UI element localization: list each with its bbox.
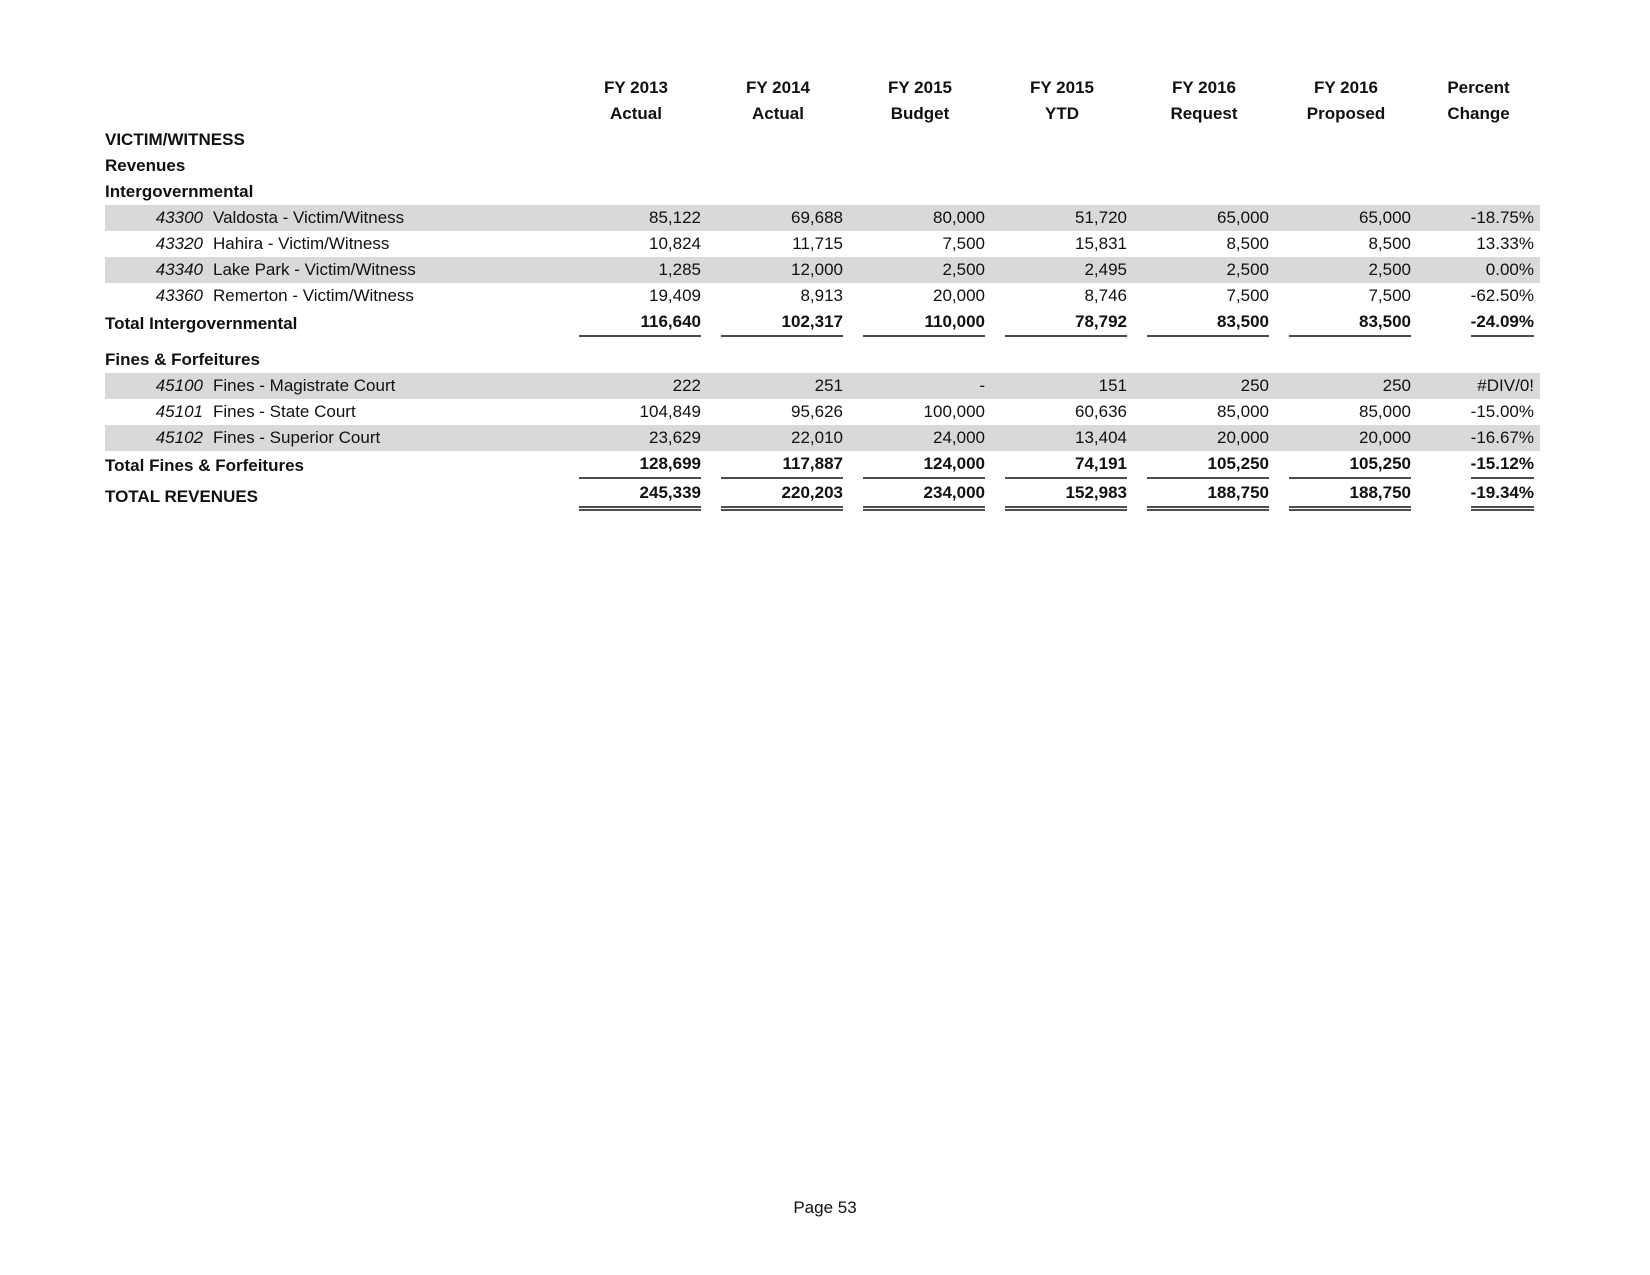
header-type: Budget bbox=[890, 104, 950, 123]
header-type: Change bbox=[1447, 104, 1510, 123]
account-description: Lake Park - Victim/Witness bbox=[213, 260, 416, 279]
account-number: 43300 bbox=[155, 208, 203, 227]
account-number: 43360 bbox=[155, 286, 203, 305]
column-header-fy2014-actual bbox=[707, 75, 849, 127]
value-fy2015-ytd: 2,495 bbox=[991, 257, 1133, 283]
value-fy2015-ytd: 8,746 bbox=[1084, 286, 1127, 305]
total-fy2015-ytd: 74,191 bbox=[991, 451, 1133, 481]
value-fy2016-request: 65,000 bbox=[1133, 205, 1275, 231]
value-fy2015-budget: 24,000 bbox=[849, 425, 991, 451]
value-fy2014-actual: 12,000 bbox=[707, 257, 849, 283]
account-number: 43340 bbox=[155, 260, 203, 279]
grand-total-fy2016-request: 188,750 bbox=[1133, 481, 1275, 513]
value-fy2015-ytd: 13,404 bbox=[991, 425, 1133, 451]
value-fy2016-request: 85,000 bbox=[1217, 402, 1269, 421]
value-fy2013-actual: 1,285 bbox=[565, 257, 707, 283]
value-fy2016-proposed: 7,500 bbox=[1368, 286, 1411, 305]
column-header-fy2013-actual bbox=[565, 75, 707, 127]
account-number: 43320 bbox=[155, 234, 203, 253]
grand-total-fy2015-ytd: 152,983 bbox=[991, 481, 1133, 513]
header-year: FY 2016 bbox=[1172, 78, 1236, 97]
section-spacer bbox=[105, 339, 1540, 347]
total-percent-change: -24.09% bbox=[1417, 309, 1540, 339]
column-header-fy2016-request bbox=[1133, 75, 1275, 127]
header-type: Proposed bbox=[1306, 104, 1386, 123]
value-percent-change: -62.50% bbox=[1470, 286, 1534, 305]
value-percent-change: #DIV/0! bbox=[1417, 373, 1540, 399]
column-header-fy2015-ytd bbox=[991, 75, 1133, 127]
account-number: 45102 bbox=[155, 428, 203, 447]
value-fy2015-ytd: 60,636 bbox=[1075, 402, 1127, 421]
total-fy2013-actual: 116,640 bbox=[565, 309, 707, 339]
account-description: Fines - State Court bbox=[213, 402, 356, 421]
value-fy2014-actual: 251 bbox=[707, 373, 849, 399]
page-number: Page 53 bbox=[793, 1198, 857, 1217]
header-year: FY 2015 bbox=[888, 78, 952, 97]
row-description-cell bbox=[105, 399, 565, 425]
account-number: 45100 bbox=[155, 376, 203, 395]
total-label: Total Fines & Forfeitures bbox=[105, 456, 304, 475]
value-fy2015-budget: 80,000 bbox=[849, 205, 991, 231]
value-fy2014-actual: 69,688 bbox=[707, 205, 849, 231]
header-year: FY 2013 bbox=[604, 78, 668, 97]
total-fy2015-budget: 124,000 bbox=[849, 451, 991, 481]
grand-total-label: TOTAL REVENUES bbox=[105, 487, 259, 506]
header-type: Request bbox=[1170, 104, 1238, 123]
row-description-cell bbox=[105, 373, 565, 399]
row-description-cell bbox=[105, 425, 565, 451]
header-year: FY 2016 bbox=[1314, 78, 1378, 97]
budget-table bbox=[105, 75, 1540, 513]
column-header-fy2015-budget bbox=[849, 75, 991, 127]
account-description: Valdosta - Victim/Witness bbox=[213, 208, 405, 227]
header-type: Actual bbox=[610, 104, 662, 123]
total-fy2016-request: 83,500 bbox=[1133, 309, 1275, 339]
value-fy2013-actual: 19,409 bbox=[649, 286, 701, 305]
value-fy2015-ytd: 15,831 bbox=[1075, 234, 1127, 253]
total-label: Total Intergovernmental bbox=[105, 314, 298, 333]
account-description: Remerton - Victim/Witness bbox=[213, 286, 414, 305]
value-percent-change: -16.67% bbox=[1417, 425, 1540, 451]
total-fy2015-ytd: 78,792 bbox=[991, 309, 1133, 339]
account-description: Fines - Magistrate Court bbox=[213, 376, 396, 395]
table-row-43300 bbox=[105, 205, 1540, 231]
account-description: Hahira - Victim/Witness bbox=[213, 234, 390, 253]
table-row-43320 bbox=[105, 231, 1540, 257]
section-heading-intergovernmental bbox=[105, 179, 1540, 205]
value-fy2014-actual: 95,626 bbox=[791, 402, 843, 421]
row-description-cell bbox=[105, 257, 565, 283]
value-fy2016-proposed: 85,000 bbox=[1359, 402, 1411, 421]
table-row-43340 bbox=[105, 257, 1540, 283]
value-fy2015-budget: 7,500 bbox=[942, 234, 985, 253]
value-fy2015-ytd: 151 bbox=[991, 373, 1133, 399]
value-fy2016-request: 20,000 bbox=[1133, 425, 1275, 451]
value-fy2014-actual: 11,715 bbox=[792, 234, 843, 253]
value-fy2016-request: 250 bbox=[1133, 373, 1275, 399]
value-fy2014-actual: 22,010 bbox=[707, 425, 849, 451]
total-fy2016-request: 105,250 bbox=[1133, 451, 1275, 481]
header-year: FY 2014 bbox=[746, 78, 810, 97]
table-row-45101 bbox=[105, 399, 1540, 425]
department-title: VICTIM/WITNESS bbox=[105, 130, 245, 149]
header-type: Actual bbox=[752, 104, 804, 123]
column-header-fy2016-proposed bbox=[1275, 75, 1417, 127]
value-percent-change: -15.00% bbox=[1470, 402, 1534, 421]
total-fy2015-budget: 110,000 bbox=[849, 309, 991, 339]
total-fy2014-actual: 117,887 bbox=[707, 451, 849, 481]
table-row-45102 bbox=[105, 425, 1540, 451]
total-fy2016-proposed: 83,500 bbox=[1275, 309, 1417, 339]
total-fy2014-actual: 102,317 bbox=[707, 309, 849, 339]
value-fy2016-request: 2,500 bbox=[1133, 257, 1275, 283]
value-fy2015-budget: - bbox=[849, 373, 991, 399]
table-row-43360 bbox=[105, 283, 1540, 309]
grand-total-fy2013-actual: 245,339 bbox=[565, 481, 707, 513]
row-description-cell bbox=[105, 205, 565, 231]
total-fines-forfeitures-row bbox=[105, 451, 1540, 481]
row-description-cell bbox=[105, 283, 565, 309]
value-fy2015-budget: 20,000 bbox=[933, 286, 985, 305]
value-fy2015-budget: 100,000 bbox=[923, 402, 985, 421]
revenues-heading-row bbox=[105, 153, 1540, 179]
account-description: Fines - Superior Court bbox=[213, 428, 381, 447]
total-fy2016-proposed: 105,250 bbox=[1275, 451, 1417, 481]
value-fy2013-actual: 222 bbox=[565, 373, 707, 399]
grand-total-fy2014-actual: 220,203 bbox=[707, 481, 849, 513]
value-fy2016-request: 8,500 bbox=[1226, 234, 1269, 253]
value-fy2013-actual: 104,849 bbox=[639, 402, 701, 421]
value-fy2016-proposed: 8,500 bbox=[1368, 234, 1411, 253]
value-fy2016-proposed: 20,000 bbox=[1275, 425, 1417, 451]
value-fy2016-request: 7,500 bbox=[1226, 286, 1269, 305]
value-percent-change: -18.75% bbox=[1417, 205, 1540, 231]
value-percent-change: 13.33% bbox=[1476, 234, 1534, 253]
total-fy2013-actual: 128,699 bbox=[565, 451, 707, 481]
header-type: YTD bbox=[1045, 104, 1079, 123]
grand-total-fy2015-budget: 234,000 bbox=[849, 481, 991, 513]
grand-total-percent-change: -19.34% bbox=[1417, 481, 1540, 513]
total-intergovernmental-row bbox=[105, 309, 1540, 339]
value-fy2013-actual: 23,629 bbox=[565, 425, 707, 451]
header-description-blank bbox=[105, 75, 565, 127]
column-header-percent-change bbox=[1417, 75, 1540, 127]
table-row-45100 bbox=[105, 373, 1540, 399]
department-title-row bbox=[105, 127, 1540, 153]
row-description-cell bbox=[105, 231, 565, 257]
value-fy2013-actual: 85,122 bbox=[565, 205, 707, 231]
account-number: 45101 bbox=[155, 402, 203, 421]
value-fy2015-ytd: 51,720 bbox=[991, 205, 1133, 231]
table-header-row bbox=[105, 75, 1540, 127]
grand-total-fy2016-proposed: 188,750 bbox=[1275, 481, 1417, 513]
value-fy2014-actual: 8,913 bbox=[800, 286, 843, 305]
header-year: FY 2015 bbox=[1030, 78, 1094, 97]
section-name: Fines & Forfeitures bbox=[105, 350, 260, 369]
total-revenues-row bbox=[105, 481, 1540, 513]
value-percent-change: 0.00% bbox=[1417, 257, 1540, 283]
value-fy2013-actual: 10,824 bbox=[649, 234, 701, 253]
section-heading-fines-forfeitures bbox=[105, 347, 1540, 373]
value-fy2016-proposed: 250 bbox=[1275, 373, 1417, 399]
value-fy2016-proposed: 65,000 bbox=[1275, 205, 1417, 231]
revenues-heading: Revenues bbox=[105, 156, 186, 175]
value-fy2016-proposed: 2,500 bbox=[1275, 257, 1417, 283]
section-name: Intergovernmental bbox=[105, 182, 254, 201]
total-percent-change: -15.12% bbox=[1417, 451, 1540, 481]
value-fy2015-budget: 2,500 bbox=[849, 257, 991, 283]
header-year: Percent bbox=[1447, 78, 1510, 97]
